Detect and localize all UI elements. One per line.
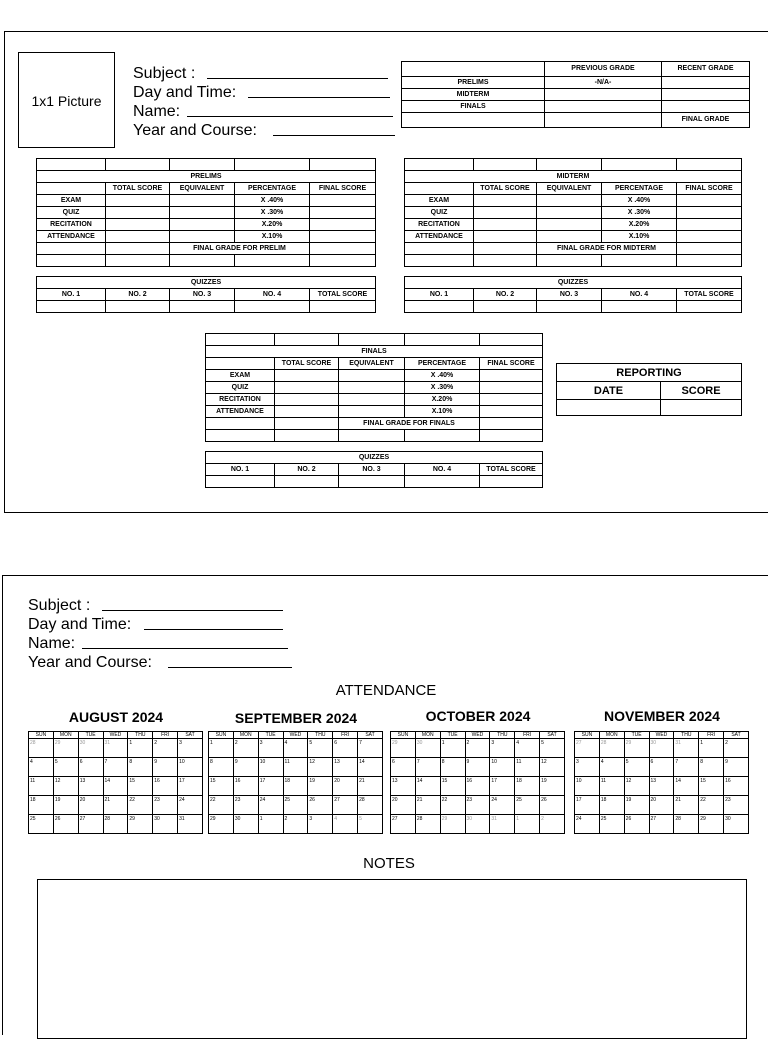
- day-header: FRI: [699, 732, 724, 739]
- calendar-day-cell[interactable]: 31: [103, 739, 128, 758]
- calendar-day-cell[interactable]: 30: [649, 739, 674, 758]
- calendar-day-cell[interactable]: 7: [415, 758, 440, 777]
- calendar-day-cell[interactable]: 13: [391, 777, 416, 796]
- day-header: SUN: [575, 732, 600, 739]
- calendar-day-cell[interactable]: 3: [575, 758, 600, 777]
- calendar-day-cell[interactable]: 18: [599, 796, 624, 815]
- row-recitation: RECITATION: [405, 219, 474, 231]
- calendar-day-cell[interactable]: 20: [649, 796, 674, 815]
- row-recitation: RECITATION: [37, 219, 106, 231]
- calendar-day-cell[interactable]: 22: [209, 796, 234, 815]
- day-header: SUN: [29, 732, 54, 739]
- calendar-day-cell[interactable]: 30: [233, 815, 258, 834]
- pct-exam: X .40%: [602, 195, 677, 207]
- quiz-no2: NO. 2: [474, 289, 537, 301]
- calendar-august: [28, 731, 203, 834]
- calendar-day-cell[interactable]: 18: [29, 796, 54, 815]
- day-header: THU: [128, 732, 153, 739]
- calendar-day-cell[interactable]: 9: [465, 758, 490, 777]
- calendar-day-cell[interactable]: 6: [391, 758, 416, 777]
- calendar-title: NOVEMBER 2024: [604, 708, 720, 724]
- col-equivalent: EQUIVALENT: [339, 358, 405, 370]
- quizzes-title: QUIZZES: [206, 452, 543, 464]
- calendar-day-cell[interactable]: 29: [128, 815, 153, 834]
- calendar-day-cell[interactable]: 9: [233, 758, 258, 777]
- reporting-date-header: DATE: [557, 382, 661, 400]
- calendar-day-cell[interactable]: 1: [128, 739, 153, 758]
- yearcourse-field[interactable]: [168, 667, 292, 668]
- calendar-november: [574, 731, 749, 834]
- attendance-sheet: [2, 575, 768, 1035]
- row-quiz: QUIZ: [37, 207, 106, 219]
- quizzes-title: QUIZZES: [405, 277, 742, 289]
- calendar-day-cell[interactable]: 8: [440, 758, 465, 777]
- quiz-no1: NO. 1: [405, 289, 474, 301]
- day-header: SAT: [178, 732, 203, 739]
- calendar-day-cell[interactable]: 5: [358, 815, 383, 834]
- calendar-day-cell[interactable]: 7: [103, 758, 128, 777]
- calendar-day-cell[interactable]: 28: [415, 815, 440, 834]
- quiz-no4: NO. 4: [405, 464, 480, 476]
- day-header: SUN: [391, 732, 416, 739]
- pct-exam: X .40%: [235, 195, 310, 207]
- day-header: FRI: [333, 732, 358, 739]
- calendar-day-cell[interactable]: 5: [308, 739, 333, 758]
- calendar-day-cell[interactable]: 28: [358, 796, 383, 815]
- day-header: WED: [103, 732, 128, 739]
- col-percentage: PERCENTAGE: [235, 183, 310, 195]
- calendar-day-cell[interactable]: 2: [283, 815, 308, 834]
- calendar-day-cell[interactable]: 14: [358, 758, 383, 777]
- day-header: TUE: [258, 732, 283, 739]
- col-total-score: TOTAL SCORE: [106, 183, 170, 195]
- quiz-no4: NO. 4: [235, 289, 310, 301]
- day-header: SAT: [358, 732, 383, 739]
- calendar-day-cell[interactable]: 15: [699, 777, 724, 796]
- calendar-day-cell[interactable]: 26: [624, 815, 649, 834]
- calendar-day-cell[interactable]: 31: [178, 815, 203, 834]
- calendar-day-cell[interactable]: 29: [209, 815, 234, 834]
- calendar-day-cell[interactable]: 10: [575, 777, 600, 796]
- calendar-day-cell[interactable]: 17: [178, 777, 203, 796]
- calendar-day-cell[interactable]: 27: [575, 739, 600, 758]
- calendar-day-cell[interactable]: 30: [78, 739, 103, 758]
- row-exam: EXAM: [37, 195, 106, 207]
- calendar-day-cell[interactable]: 29: [699, 815, 724, 834]
- yearcourse-label: Year and Course:: [133, 122, 257, 139]
- day-header: SAT: [540, 732, 565, 739]
- calendar-day-cell[interactable]: 13: [333, 758, 358, 777]
- day-header: WED: [465, 732, 490, 739]
- calendar-day-cell[interactable]: 21: [358, 777, 383, 796]
- daytime-field[interactable]: [248, 97, 390, 98]
- previous-grade-header: PREVIOUS GRADE: [545, 62, 662, 77]
- calendar-day-cell[interactable]: 22: [440, 796, 465, 815]
- calendar-day-cell[interactable]: 28: [599, 739, 624, 758]
- calendar-day-cell[interactable]: 18: [515, 777, 540, 796]
- calendar-day-cell[interactable]: 19: [308, 777, 333, 796]
- quiz-no2: NO. 2: [275, 464, 339, 476]
- calendar-day-cell[interactable]: 23: [233, 796, 258, 815]
- calendar-day-cell[interactable]: 8: [209, 758, 234, 777]
- calendar-day-cell[interactable]: 9: [724, 758, 749, 777]
- subject-field[interactable]: [207, 78, 388, 79]
- calendar-day-cell[interactable]: 21: [415, 796, 440, 815]
- col-final-score: FINAL SCORE: [310, 183, 376, 195]
- calendar-day-cell[interactable]: 16: [153, 777, 178, 796]
- grade-sheet: [4, 31, 768, 513]
- photo-box: [18, 52, 115, 148]
- calendar-day-cell[interactable]: 31: [674, 739, 699, 758]
- calendar-day-cell[interactable]: 24: [258, 796, 283, 815]
- prelims-grade-table: [36, 158, 376, 267]
- pct-recitation: X.20%: [235, 219, 310, 231]
- finals-title: FINALS: [206, 346, 543, 358]
- col-percentage: PERCENTAGE: [405, 358, 480, 370]
- row-attendance: ATTENDANCE: [405, 231, 474, 243]
- calendar-day-cell[interactable]: 30: [724, 815, 749, 834]
- calendar-day-cell[interactable]: 23: [153, 796, 178, 815]
- calendar-day-cell[interactable]: 11: [29, 777, 54, 796]
- calendar-day-cell[interactable]: 15: [209, 777, 234, 796]
- calendar-day-cell[interactable]: 4: [515, 739, 540, 758]
- grade-summary-table: [401, 61, 750, 128]
- calendar-day-cell[interactable]: 29: [440, 815, 465, 834]
- quiz-total: TOTAL SCORE: [677, 289, 742, 301]
- calendar-day-cell[interactable]: 29: [53, 739, 78, 758]
- calendar-day-cell[interactable]: 6: [649, 758, 674, 777]
- calendar-day-cell[interactable]: 11: [283, 758, 308, 777]
- calendar-day-cell[interactable]: 17: [258, 777, 283, 796]
- quiz-no1: NO. 1: [37, 289, 106, 301]
- calendar-day-cell[interactable]: 6: [333, 739, 358, 758]
- calendar-day-cell[interactable]: 5: [624, 758, 649, 777]
- calendar-day-cell[interactable]: 30: [415, 739, 440, 758]
- day-header: TUE: [624, 732, 649, 739]
- calendar-day-cell[interactable]: 21: [103, 796, 128, 815]
- day-header: THU: [308, 732, 333, 739]
- calendar-day-cell[interactable]: 19: [53, 796, 78, 815]
- day-header: FRI: [153, 732, 178, 739]
- calendar-day-cell[interactable]: 11: [515, 758, 540, 777]
- midterm-grade-table: [404, 158, 742, 267]
- row-quiz: QUIZ: [206, 382, 275, 394]
- header-fields: [133, 64, 403, 140]
- day-header: MON: [233, 732, 258, 739]
- notes-title: NOTES: [363, 855, 415, 872]
- summary-finals: FINALS: [402, 101, 545, 113]
- calendar-day-cell[interactable]: 22: [128, 796, 153, 815]
- day-header: TUE: [440, 732, 465, 739]
- reporting-table: [556, 363, 742, 416]
- summary-midterm: MIDTERM: [402, 89, 545, 101]
- quiz-no2: NO. 2: [106, 289, 170, 301]
- header-fields: [28, 596, 308, 672]
- calendar-day-cell[interactable]: 25: [515, 796, 540, 815]
- calendar-october: [390, 731, 565, 834]
- calendar-day-cell[interactable]: 1: [699, 739, 724, 758]
- calendar-day-cell[interactable]: 31: [490, 815, 515, 834]
- calendar-day-cell[interactable]: 16: [465, 777, 490, 796]
- calendar-day-cell[interactable]: 4: [29, 758, 54, 777]
- day-header: WED: [283, 732, 308, 739]
- calendar-day-cell[interactable]: 29: [624, 739, 649, 758]
- calendar-day-cell[interactable]: 24: [490, 796, 515, 815]
- calendar-day-cell[interactable]: 15: [128, 777, 153, 796]
- quiz-no4: NO. 4: [602, 289, 677, 301]
- calendar-day-cell[interactable]: 10: [178, 758, 203, 777]
- row-recitation: RECITATION: [206, 394, 275, 406]
- calendar-day-cell[interactable]: 29: [391, 739, 416, 758]
- calendar-day-cell[interactable]: 27: [78, 815, 103, 834]
- calendar-day-cell[interactable]: 17: [575, 796, 600, 815]
- calendar-day-cell[interactable]: 19: [624, 796, 649, 815]
- calendar-day-cell[interactable]: 16: [233, 777, 258, 796]
- day-header: WED: [649, 732, 674, 739]
- calendar-day-cell[interactable]: 2: [233, 739, 258, 758]
- row-exam: EXAM: [206, 370, 275, 382]
- calendar-day-cell[interactable]: 1: [440, 739, 465, 758]
- day-header: SAT: [724, 732, 749, 739]
- calendar-day-cell[interactable]: 20: [391, 796, 416, 815]
- day-header: TUE: [78, 732, 103, 739]
- calendar-day-cell[interactable]: 2: [153, 739, 178, 758]
- calendar-day-cell[interactable]: 3: [178, 739, 203, 758]
- notes-box[interactable]: [37, 879, 747, 1039]
- calendar-day-cell[interactable]: 13: [78, 777, 103, 796]
- pct-attendance: X.10%: [602, 231, 677, 243]
- calendar-day-cell[interactable]: 15: [440, 777, 465, 796]
- summary-prelims: PRELIMS: [402, 77, 545, 89]
- daytime-label: Day and Time:: [28, 616, 132, 633]
- prelims-quizzes-table: [36, 276, 376, 313]
- quiz-no3: NO. 3: [537, 289, 602, 301]
- calendar-day-cell[interactable]: 17: [490, 777, 515, 796]
- daytime-field[interactable]: [144, 629, 283, 630]
- calendar-day-cell[interactable]: 12: [53, 777, 78, 796]
- calendar-day-cell[interactable]: 25: [29, 815, 54, 834]
- calendar-day-cell[interactable]: 30: [465, 815, 490, 834]
- name-label: Name:: [133, 103, 181, 120]
- row-exam: EXAM: [405, 195, 474, 207]
- calendar-day-cell[interactable]: 8: [128, 758, 153, 777]
- calendar-day-cell[interactable]: 27: [391, 815, 416, 834]
- calendar-day-cell[interactable]: 20: [78, 796, 103, 815]
- yearcourse-field[interactable]: [273, 135, 395, 136]
- pct-exam: X .40%: [405, 370, 480, 382]
- recent-grade-header: RECENT GRADE: [662, 62, 750, 77]
- calendar-day-cell[interactable]: 5: [53, 758, 78, 777]
- calendar-day-cell[interactable]: 28: [29, 739, 54, 758]
- pct-recitation: X.20%: [405, 394, 480, 406]
- quiz-total: TOTAL SCORE: [310, 289, 376, 301]
- reporting-score-header: SCORE: [661, 382, 742, 400]
- day-header: MON: [599, 732, 624, 739]
- col-final-score: FINAL SCORE: [677, 183, 742, 195]
- midterm-final-grade-label: FINAL GRADE FOR MIDTERM: [537, 243, 677, 255]
- calendar-day-cell[interactable]: 2: [724, 739, 749, 758]
- calendar-day-cell[interactable]: 7: [358, 739, 383, 758]
- calendar-day-cell[interactable]: 3: [490, 739, 515, 758]
- calendar-day-cell[interactable]: 6: [78, 758, 103, 777]
- pct-attendance: X.10%: [235, 231, 310, 243]
- calendar-day-cell[interactable]: 22: [699, 796, 724, 815]
- calendar-day-cell[interactable]: 2: [540, 815, 565, 834]
- calendar-day-cell[interactable]: 27: [333, 796, 358, 815]
- final-grade-label: FINAL GRADE: [662, 113, 750, 128]
- calendar-september: [208, 731, 383, 834]
- calendar-day-cell[interactable]: 24: [575, 815, 600, 834]
- quiz-no3: NO. 3: [170, 289, 235, 301]
- calendar-day-cell[interactable]: 5: [540, 739, 565, 758]
- col-final-score: FINAL SCORE: [480, 358, 543, 370]
- calendar-day-cell[interactable]: 27: [649, 815, 674, 834]
- col-equivalent: EQUIVALENT: [537, 183, 602, 195]
- calendar-day-cell[interactable]: 1: [515, 815, 540, 834]
- day-header: THU: [674, 732, 699, 739]
- calendar-day-cell[interactable]: 18: [283, 777, 308, 796]
- calendar-day-cell[interactable]: 10: [258, 758, 283, 777]
- calendar-day-cell[interactable]: 28: [103, 815, 128, 834]
- calendar-day-cell[interactable]: 4: [599, 758, 624, 777]
- calendar-day-cell[interactable]: 23: [465, 796, 490, 815]
- quiz-total: TOTAL SCORE: [480, 464, 543, 476]
- finals-quizzes-table: [205, 451, 543, 488]
- calendar-title: AUGUST 2024: [68, 709, 164, 725]
- midterm-quizzes-table: [404, 276, 742, 313]
- calendar-day-cell[interactable]: 14: [674, 777, 699, 796]
- calendar-day-cell[interactable]: 9: [153, 758, 178, 777]
- calendar-day-cell[interactable]: 4: [333, 815, 358, 834]
- calendar-day-cell[interactable]: 8: [699, 758, 724, 777]
- subject-label: Subject :: [28, 597, 91, 614]
- col-percentage: PERCENTAGE: [602, 183, 677, 195]
- calendar-day-cell[interactable]: 12: [624, 777, 649, 796]
- finals-grade-table: [205, 333, 543, 442]
- calendar-day-cell[interactable]: 28: [674, 815, 699, 834]
- pct-quiz: X .30%: [405, 382, 480, 394]
- row-attendance: ATTENDANCE: [206, 406, 275, 418]
- calendar-day-cell[interactable]: 1: [258, 815, 283, 834]
- name-label: Name:: [28, 635, 76, 652]
- calendar-day-cell[interactable]: 23: [724, 796, 749, 815]
- calendar-title: OCTOBER 2024: [425, 708, 531, 724]
- calendar-day-cell[interactable]: 26: [53, 815, 78, 834]
- calendar-title: SEPTEMBER 2024: [234, 710, 358, 726]
- day-header: FRI: [515, 732, 540, 739]
- midterm-title: MIDTERM: [405, 171, 742, 183]
- day-header: THU: [490, 732, 515, 739]
- calendar-day-cell[interactable]: 14: [103, 777, 128, 796]
- calendar-day-cell[interactable]: 4: [283, 739, 308, 758]
- quiz-no1: NO. 1: [206, 464, 275, 476]
- col-total-score: TOTAL SCORE: [275, 358, 339, 370]
- calendar-day-cell[interactable]: 13: [649, 777, 674, 796]
- prelims-previous-value: -N/A-: [545, 77, 662, 89]
- day-header: MON: [415, 732, 440, 739]
- subject-label: Subject :: [133, 65, 196, 82]
- calendar-day-cell[interactable]: 20: [333, 777, 358, 796]
- name-field[interactable]: [82, 648, 288, 649]
- calendar-day-cell[interactable]: 26: [540, 796, 565, 815]
- day-header: MON: [53, 732, 78, 739]
- calendar-day-cell[interactable]: 14: [415, 777, 440, 796]
- col-total-score: TOTAL SCORE: [474, 183, 537, 195]
- pct-attendance: X.10%: [405, 406, 480, 418]
- calendar-day-cell[interactable]: 26: [308, 796, 333, 815]
- calendar-day-cell[interactable]: 12: [540, 758, 565, 777]
- calendar-day-cell[interactable]: 19: [540, 777, 565, 796]
- prelims-final-grade-label: FINAL GRADE FOR PRELIM: [170, 243, 310, 255]
- attendance-title: ATTENDANCE: [335, 682, 437, 699]
- daytime-label: Day and Time:: [133, 84, 237, 101]
- calendar-day-cell[interactable]: 25: [283, 796, 308, 815]
- calendar-day-cell[interactable]: 10: [490, 758, 515, 777]
- row-attendance: ATTENDANCE: [37, 231, 106, 243]
- calendar-day-cell[interactable]: 7: [674, 758, 699, 777]
- pct-quiz: X .30%: [602, 207, 677, 219]
- calendar-day-cell[interactable]: 11: [599, 777, 624, 796]
- name-field[interactable]: [187, 116, 393, 117]
- col-equivalent: EQUIVALENT: [170, 183, 235, 195]
- calendar-day-cell[interactable]: 12: [308, 758, 333, 777]
- calendar-day-cell[interactable]: 3: [308, 815, 333, 834]
- pct-quiz: X .30%: [235, 207, 310, 219]
- prelims-title: PRELIMS: [37, 171, 376, 183]
- calendar-day-cell[interactable]: 21: [674, 796, 699, 815]
- calendar-day-cell[interactable]: 24: [178, 796, 203, 815]
- day-header: SUN: [209, 732, 234, 739]
- pct-recitation: X.20%: [602, 219, 677, 231]
- subject-field[interactable]: [102, 610, 283, 611]
- calendar-day-cell[interactable]: 16: [724, 777, 749, 796]
- calendar-day-cell[interactable]: 2: [465, 739, 490, 758]
- quizzes-title: QUIZZES: [37, 277, 376, 289]
- calendar-day-cell[interactable]: 3: [258, 739, 283, 758]
- calendar-day-cell[interactable]: 1: [209, 739, 234, 758]
- finals-final-grade-label: FINAL GRADE FOR FINALS: [339, 418, 480, 430]
- row-quiz: QUIZ: [405, 207, 474, 219]
- calendar-day-cell[interactable]: 30: [153, 815, 178, 834]
- yearcourse-label: Year and Course:: [28, 654, 152, 671]
- reporting-title: REPORTING: [557, 364, 742, 382]
- photo-label: 1x1 Picture: [31, 93, 102, 109]
- quiz-no3: NO. 3: [339, 464, 405, 476]
- calendar-day-cell[interactable]: 25: [599, 815, 624, 834]
